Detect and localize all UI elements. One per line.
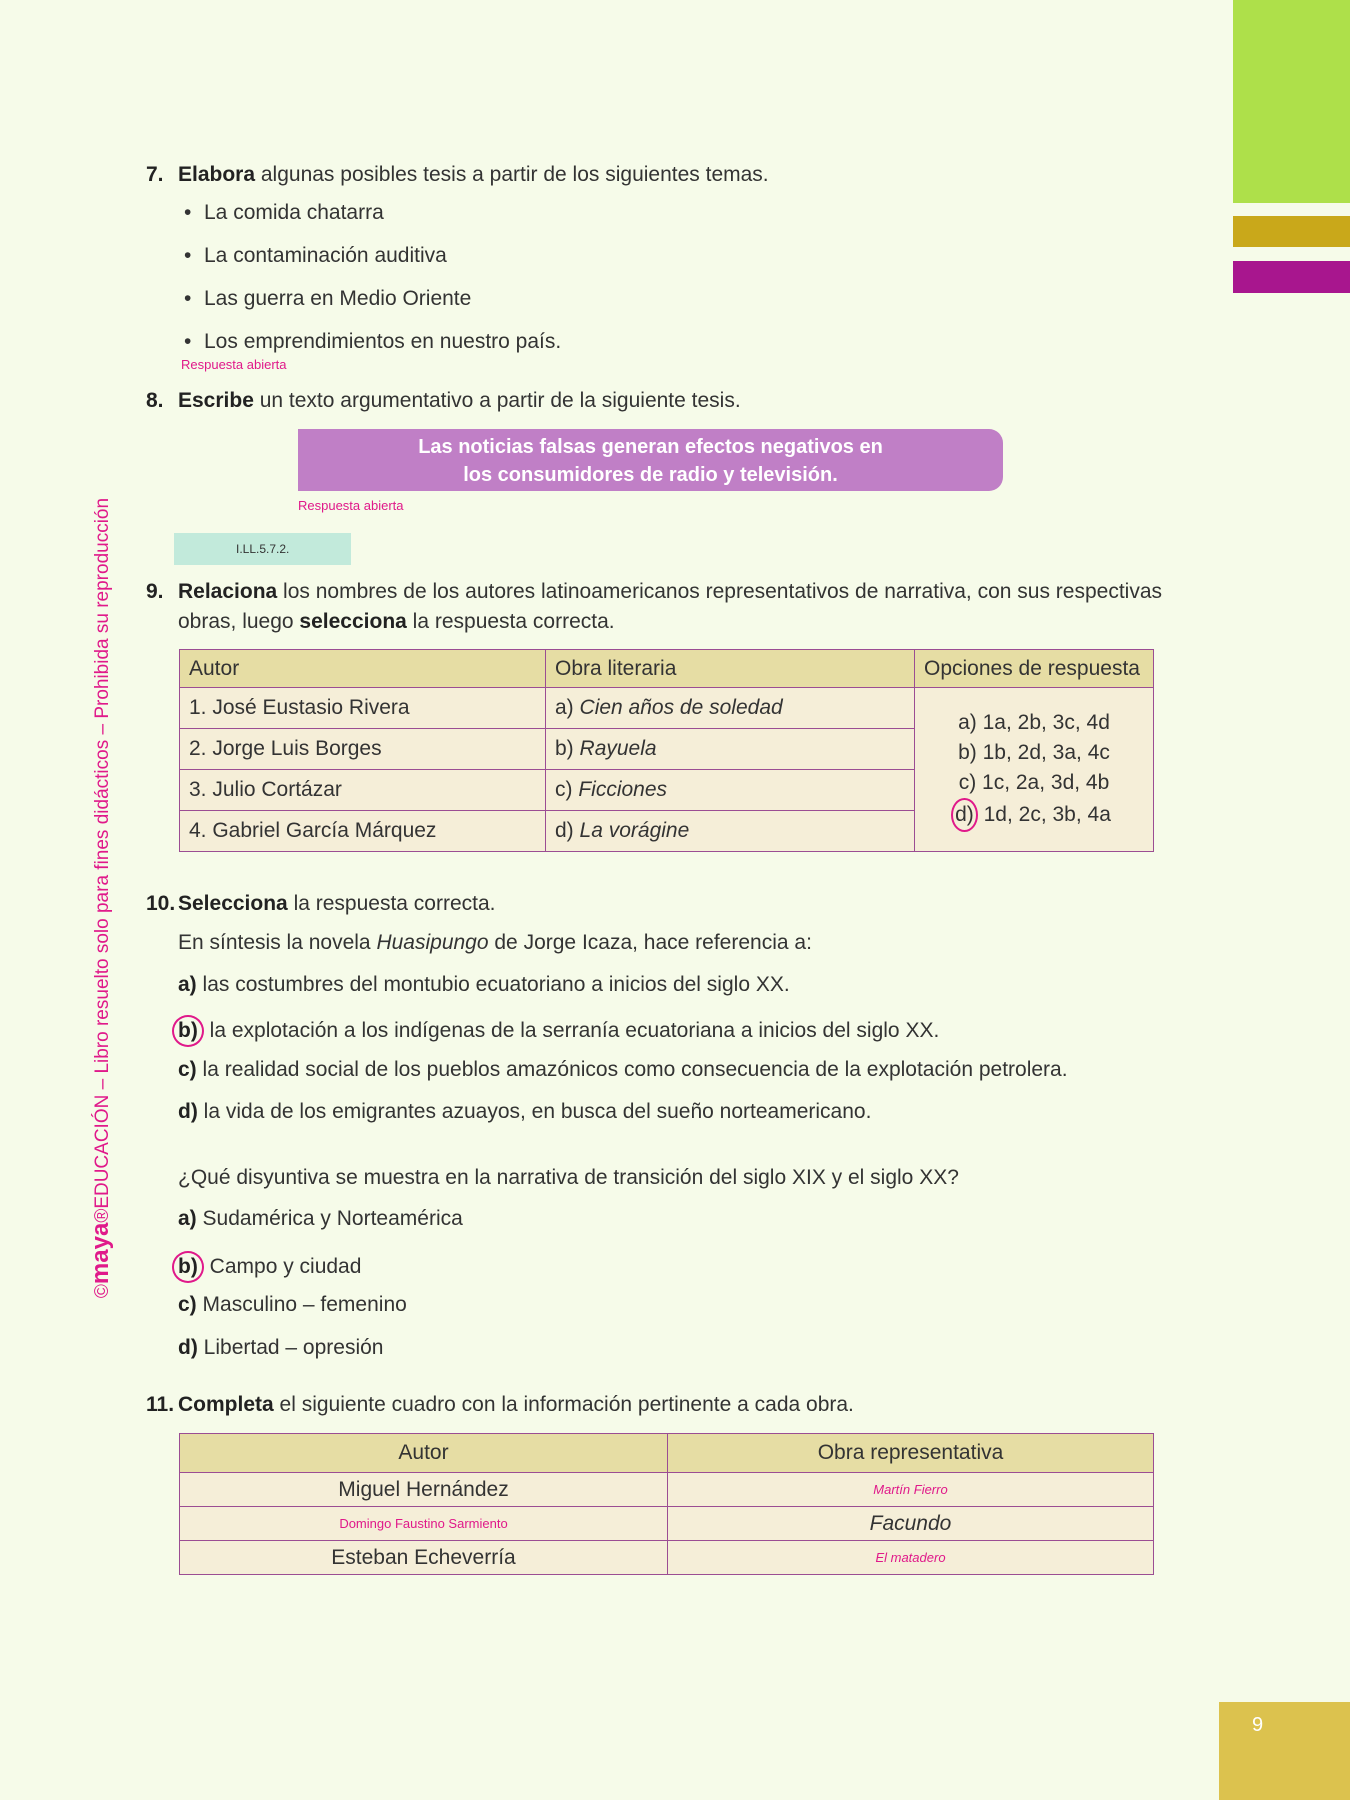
q10-number: 10. bbox=[146, 892, 176, 915]
author-answer-cell: Domingo Faustino Sarmiento bbox=[180, 1507, 668, 1541]
q8-answer: Respuesta abierta bbox=[298, 498, 404, 513]
selection-circle: b) bbox=[172, 1015, 204, 1047]
work-cell: a) Cien años de soledad bbox=[546, 688, 915, 729]
magenta-tab bbox=[1233, 261, 1350, 293]
q7-item: • La comida chatarra bbox=[184, 201, 384, 225]
q10-option-a[interactable]: a) las costumbres del montubio ecuatoriano a inicios del siglo XX. bbox=[178, 973, 790, 996]
work-cell: c) Ficciones bbox=[546, 770, 915, 811]
q8-number: 8. bbox=[146, 389, 164, 412]
q10b-option-c[interactable]: c) Masculino – femenino bbox=[178, 1293, 407, 1316]
copyright-side-text: ©maya®EDUCACIÓN – Libro resuelto solo para fines didácticos – Prohibida su reproducción bbox=[87, 497, 114, 1299]
q7-item: • Las guerra en Medio Oriente bbox=[184, 287, 471, 311]
selection-circle: d) bbox=[951, 798, 978, 832]
option-a[interactable]: a) 1a, 2b, 3c, 4d bbox=[958, 710, 1110, 734]
q10b-option-b-selected[interactable]: b) Campo y ciudad bbox=[178, 1251, 361, 1283]
author-cell: 2. Jorge Luis Borges bbox=[180, 729, 546, 770]
option-d-selected[interactable]: d) 1d, 2c, 3b, 4a bbox=[924, 798, 1144, 832]
q7-item: • Los emprendimientos en nuestro país. bbox=[184, 330, 561, 354]
q10-option-d[interactable]: d) la vida de los emigrantes azuayos, en busca del sueño norteamericano. bbox=[178, 1100, 872, 1123]
work-answer-cell: El matadero bbox=[668, 1541, 1154, 1575]
q10-prompt: En síntesis la novela Huasipungo de Jorge Icaza, hace referencia a: bbox=[178, 931, 812, 954]
q10-option-c[interactable]: c) la realidad social de los pueblos amazónicos como consecuencia de la explotación petrolera. bbox=[178, 1058, 1068, 1081]
q10b-option-a[interactable]: a) Sudamérica y Norteamérica bbox=[178, 1207, 463, 1230]
work-cell: b) Rayuela bbox=[546, 729, 915, 770]
page-number-box bbox=[1219, 1702, 1350, 1800]
option-c[interactable]: c) 1c, 2a, 3d, 4b bbox=[958, 770, 1110, 794]
q8-instruction: Escribe un texto argumentativo a partir de la siguiente tesis. bbox=[178, 389, 741, 412]
q9-instruction-l2: obras, luego selecciona la respuesta correcta. bbox=[178, 610, 615, 633]
indicator-badge: I.LL.5.7.2. bbox=[174, 533, 351, 565]
q7-answer: Respuesta abierta bbox=[181, 357, 287, 372]
q7-number: 7. bbox=[146, 163, 164, 186]
author-cell: 4. Gabriel García Márquez bbox=[180, 811, 546, 852]
q10-prompt2: ¿Qué disyuntiva se muestra en la narrativa de transición del siglo XIX y el siglo XX? bbox=[178, 1166, 959, 1189]
work-answer-cell: Martín Fierro bbox=[668, 1473, 1154, 1507]
q7-item: • La contaminación auditiva bbox=[184, 244, 447, 268]
answer-options bbox=[915, 688, 1154, 852]
author-cell: Esteban Echeverría bbox=[180, 1541, 668, 1575]
gold-tab bbox=[1233, 216, 1350, 247]
authors-works-table: Autor Obra literaria Opciones de respuesta 1. José Eustasio Rivera a) Cien años de soledad a) 1a, 2b, 3c, 4d b) 1b, 2d, 3a, 4c c) 1c, 2a, 3d, 4b d) 1d, 2c, 3b, 4a 2. Jorge Luis Borges b) Rayuela 3. Julio Cortázar c) Ficciones 4. Gabriel García Márquez d) La vorágine bbox=[179, 649, 1154, 852]
thesis-box: Las noticias falsas generan efectos negativos en los consumidores de radio y televisión. bbox=[298, 429, 1003, 491]
page-number: 9 bbox=[1252, 1714, 1264, 1736]
q10-option-b-selected[interactable]: b) la explotación a los indígenas de la serranía ecuatoriana a inicios del siglo XX. bbox=[178, 1015, 939, 1047]
q11-number: 11. bbox=[146, 1393, 175, 1416]
q7-instruction: Elabora algunas posibles tesis a partir de los siguientes temas. bbox=[178, 163, 769, 186]
q10-instruction: Selecciona la respuesta correcta. bbox=[178, 892, 496, 915]
work-cell: Facundo bbox=[668, 1507, 1154, 1541]
q10b-option-d[interactable]: d) Libertad – opresión bbox=[178, 1336, 384, 1359]
maya-logo: maya bbox=[87, 1222, 114, 1285]
selection-circle: b) bbox=[172, 1251, 204, 1283]
q9-number: 9. bbox=[146, 580, 164, 603]
option-b[interactable]: b) 1b, 2d, 3a, 4c bbox=[958, 740, 1110, 764]
author-cell: 1. José Eustasio Rivera bbox=[180, 688, 546, 729]
author-cell: 3. Julio Cortázar bbox=[180, 770, 546, 811]
q11-instruction: Completa el siguiente cuadro con la información pertinente a cada obra. bbox=[178, 1393, 854, 1416]
author-cell: Miguel Hernández bbox=[180, 1473, 668, 1507]
works-table: Autor Obra representativa Miguel Hernández Martín Fierro Domingo Faustino Sarmiento Facundo Esteban Echeverría El matadero bbox=[179, 1433, 1154, 1575]
green-tab bbox=[1233, 0, 1350, 203]
q9-instruction: Relaciona los nombres de los autores latinoamericanos representativos de narrativa, con sus respectivas bbox=[178, 580, 1162, 603]
work-cell: d) La vorágine bbox=[546, 811, 915, 852]
